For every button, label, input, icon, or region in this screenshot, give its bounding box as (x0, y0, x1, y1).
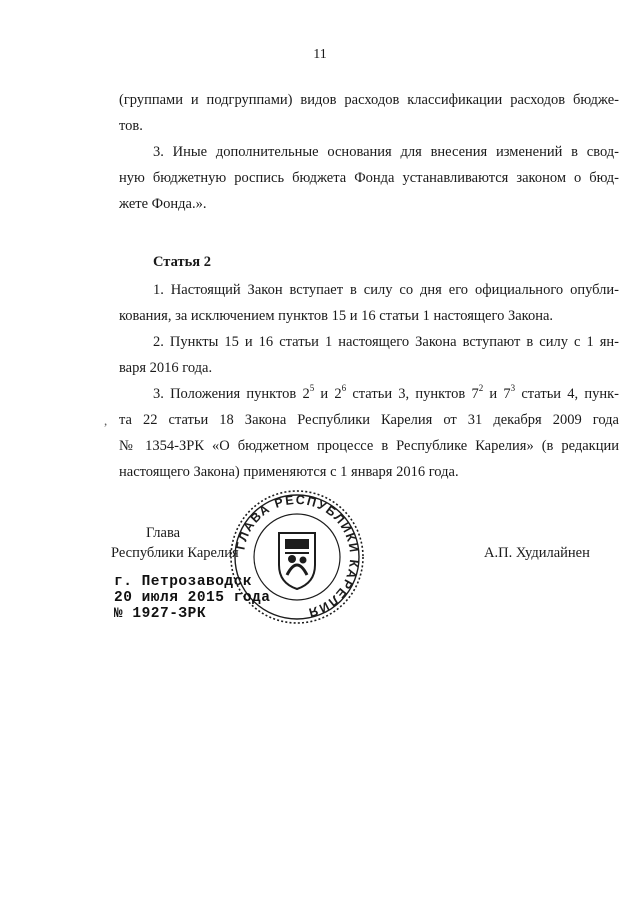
stamp-city: г. Петрозаводск (114, 574, 253, 590)
body-line: ную бюджетную роспись бюджета Фонда устанавливаются законом о бюд- (119, 170, 619, 186)
body-line: тов. (119, 118, 143, 134)
margin-mark: , (104, 413, 108, 428)
page-number: 11 (313, 47, 327, 62)
body-line: варя 2016 года. (119, 360, 213, 376)
stamp-number: № 1927-ЗРК (114, 606, 207, 622)
body-line: настоящего Закона) применяются с 1 января 2016 года. (119, 464, 459, 480)
article-heading: Статья 2 (153, 254, 211, 270)
svg-text:ГЛАВА РЕСПУБЛИКИ КАРЕЛИЯ: ГЛАВА РЕСПУБЛИКИ КАРЕЛИЯ (233, 492, 362, 620)
coat-of-arms-icon (279, 533, 315, 589)
body-line: 3. Иные дополнительные основания для внесения изменений в свод- (153, 144, 619, 160)
body-line-superscripts: 3. Положения пунктов $2^5$ и $2^6$ статьи 3, пунктов $7^2$ и $7^3$ статьи 4, пунк- (153, 383, 619, 402)
body-line: (группами и подгруппами) видов расходов классификации расходов бюдже- (119, 92, 619, 108)
body-line: та 22 статьи 18 Закона Республики Карелия от 31 декабря 2009 года (119, 412, 619, 428)
signatory-name: А.П. Худилайнен (484, 545, 590, 561)
body-line: 1. Настоящий Закон вступает в силу со дня его официального опубли- (153, 282, 619, 298)
body-line: № 1354-ЗРК «О бюджетном процессе в Республике Карелия» (в редакции (119, 438, 619, 454)
stamp-date: 20 июля 2015 года (114, 590, 271, 606)
body-line: 2. Пункты 15 и 16 статьи 1 настоящего Закона вступают в силу с 1 ян- (153, 334, 619, 350)
body-line: кования, за исключением пунктов 15 и 16 статьи 1 настоящего Закона. (119, 308, 554, 324)
signature-title: Республики Карелия (111, 545, 239, 561)
signature-title: Глава (146, 525, 181, 541)
body-line: жете Фонда.». (119, 196, 207, 212)
